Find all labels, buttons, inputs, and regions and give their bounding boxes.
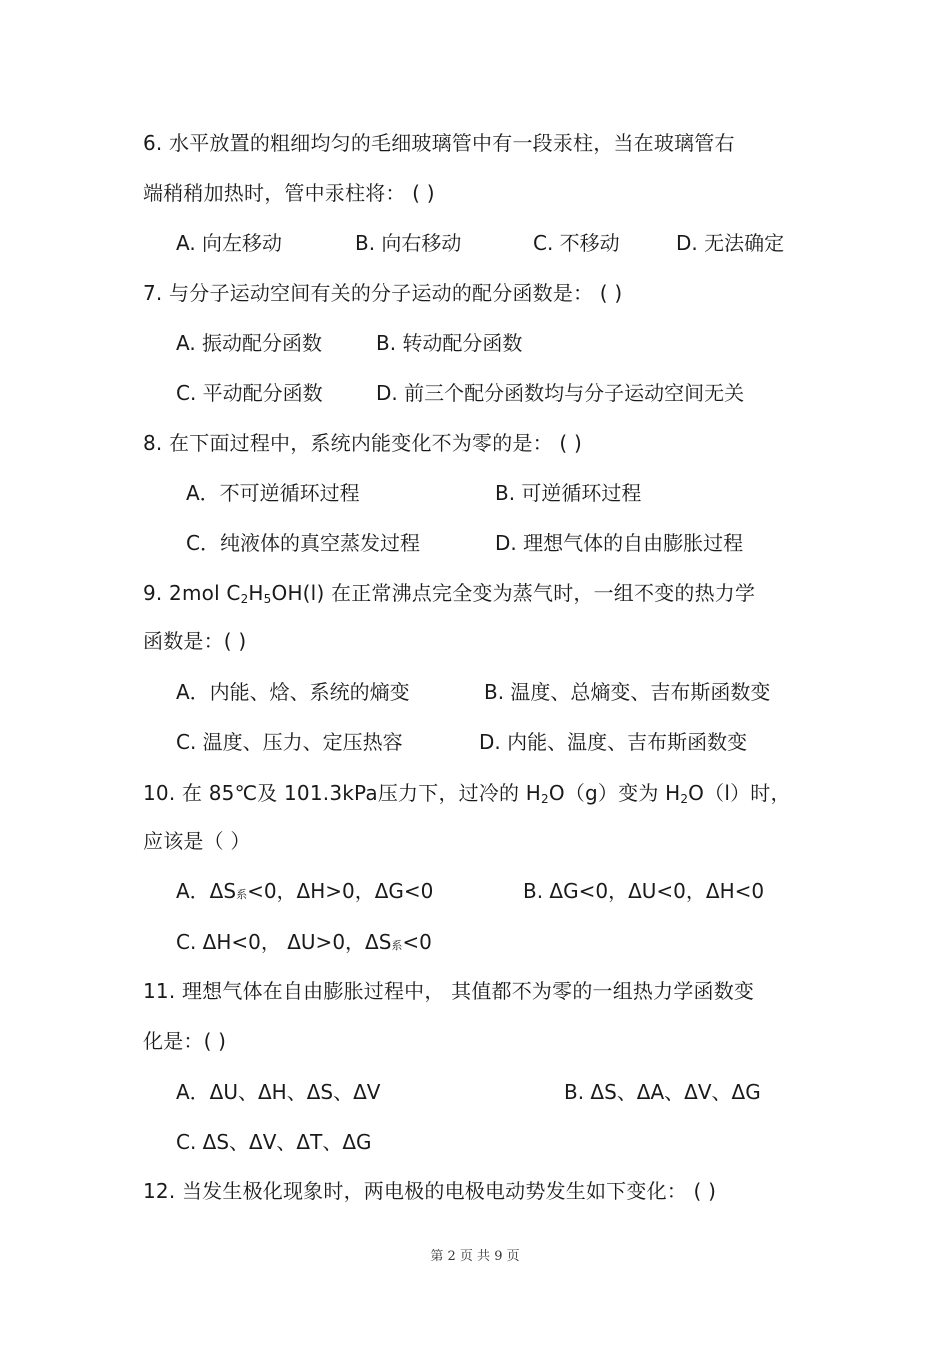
question-8-option-b: B. 可逆循环过程 bbox=[495, 481, 642, 505]
question-6-option-c: C. 不移动 bbox=[533, 231, 620, 255]
question-9-option-c: C. 温度、压力、定压热容 bbox=[176, 730, 403, 754]
q10-a-pre: A．ΔS bbox=[176, 879, 237, 903]
q9-suffix: OH(l) 在正常沸点完全变为蒸气时，一组不变的热力学 bbox=[271, 581, 756, 605]
question-8-option-d: D. 理想气体的自由膨胀过程 bbox=[495, 531, 744, 555]
question-7-stem: 7. 与分子运动空间有关的分子运动的配分函数是： ( ) bbox=[143, 281, 623, 305]
question-6-option-b: B. 向右移动 bbox=[355, 231, 462, 255]
question-11-option-b: B. ΔS、ΔA、ΔV、ΔG bbox=[564, 1080, 761, 1104]
question-7-option-b: B. 转动配分函数 bbox=[376, 331, 523, 355]
q10-a-post: <0，ΔH>0，ΔG<0 bbox=[247, 879, 434, 903]
question-10-stem-line2: 应该是（ ） bbox=[143, 829, 251, 853]
q10-c-sys: 系 bbox=[391, 939, 403, 952]
q10-c-post: <0 bbox=[402, 930, 432, 954]
q10-prefix: 10. 在 85℃及 101.3kPa压力下，过冷的 H bbox=[143, 781, 542, 805]
q10-sub-2: 2 bbox=[680, 792, 689, 806]
question-11-option-a: A．ΔU、ΔH、ΔS、ΔV bbox=[176, 1080, 381, 1104]
q9-sub-h: 5 bbox=[263, 592, 272, 606]
question-10-option-a bbox=[176, 879, 433, 907]
question-8-stem: 8. 在下面过程中，系统内能变化不为零的是： ( ) bbox=[143, 431, 582, 455]
question-10-stem-line1 bbox=[143, 781, 791, 805]
q10-suffix: O（l）时， bbox=[688, 781, 791, 805]
question-9-stem-line2: 函数是：( ) bbox=[143, 629, 247, 653]
question-6-stem-line1: 6. 水平放置的粗细均匀的毛细玻璃管中有一段汞柱，当在玻璃管右 bbox=[143, 131, 735, 155]
question-9-option-a: A．内能、焓、系统的熵变 bbox=[176, 680, 410, 704]
q9-h: H bbox=[248, 581, 264, 605]
q9-prefix: 9. 2mol C bbox=[143, 581, 241, 605]
question-9-option-b: B. 温度、总熵变、吉布斯函数变 bbox=[484, 680, 771, 704]
question-6-stem-line2: 端稍稍加热时，管中汞柱将： ( ) bbox=[143, 181, 435, 205]
q10-a-sys: 系 bbox=[236, 888, 248, 901]
q9-sub-c: 2 bbox=[240, 592, 249, 606]
question-9-option-d: D. 内能、温度、吉布斯函数变 bbox=[479, 730, 748, 754]
q10-c-pre: C. ΔH<0， ΔU>0，ΔS bbox=[176, 930, 392, 954]
question-9-stem-line1 bbox=[143, 581, 755, 605]
question-10-option-c bbox=[176, 930, 432, 958]
question-12-stem: 12. 当发生极化现象时，两电极的电极电动势发生如下变化： ( ) bbox=[143, 1179, 717, 1203]
q10-mid: O（g）变为 H bbox=[548, 781, 681, 805]
question-11-option-c: C. ΔS、ΔV、ΔT、ΔG bbox=[176, 1130, 372, 1154]
question-6-option-a: A. 向左移动 bbox=[176, 231, 283, 255]
question-8-option-c: C．纯液体的真空蒸发过程 bbox=[186, 531, 420, 555]
question-7-option-a: A. 振动配分函数 bbox=[176, 331, 323, 355]
question-10-option-b: B. ΔG<0，ΔU<0，ΔH<0 bbox=[523, 879, 765, 903]
q10-sub-1: 2 bbox=[541, 792, 549, 806]
question-6-option-d: D. 无法确定 bbox=[676, 231, 785, 255]
question-11-stem-line2: 化是：( ) bbox=[143, 1029, 227, 1053]
question-7-option-d: D. 前三个配分函数均与分子运动空间无关 bbox=[376, 381, 745, 405]
question-7-option-c: C. 平动配分函数 bbox=[176, 381, 323, 405]
question-11-stem-line1: 11. 理想气体在自由膨胀过程中， 其值都不为零的一组热力学函数变 bbox=[143, 979, 755, 1003]
question-8-option-a: A．不可逆循环过程 bbox=[186, 481, 360, 505]
page-footer: 第 2 页 共 9 页 bbox=[430, 1249, 520, 1264]
